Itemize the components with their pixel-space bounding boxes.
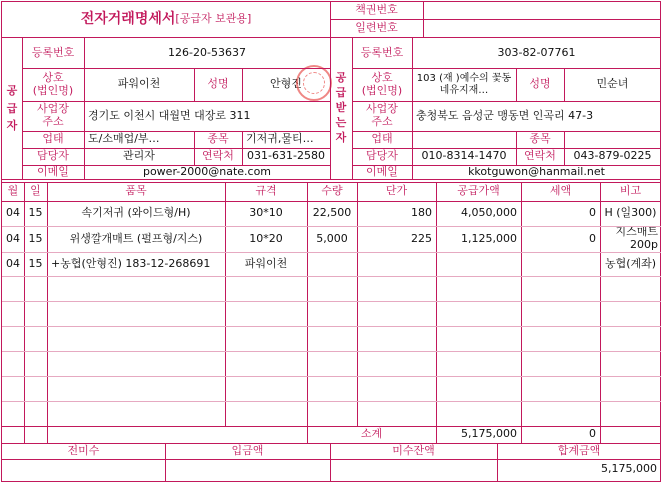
supplier-reg-label: 등록번호 <box>31 45 75 59</box>
supplier-name-label: 상호 (법인명) <box>32 70 74 97</box>
document-title <box>2 2 330 37</box>
row-price: 225 <box>411 231 432 245</box>
row-day: 15 <box>28 256 43 270</box>
row-tax: 0 <box>589 231 596 245</box>
supplier-reg-no: 126-20-53637 <box>168 45 246 59</box>
row-name: +농협(안형진) 183-12-268691 <box>51 256 211 270</box>
receiver-email-label: 이메일 <box>366 165 398 178</box>
receiver-addr: 충청북도 음성군 맹동면 인곡리 47-3 <box>416 108 594 122</box>
supplier-email-label: 이메일 <box>37 165 69 178</box>
row-note: 지스매트 200p <box>615 226 658 251</box>
row-month: 04 <box>6 256 20 270</box>
subtotal-tax: 0 <box>589 427 596 441</box>
company-seal-icon <box>296 65 332 101</box>
col-name: 품목 <box>125 184 147 198</box>
subtotal-supply: 5,175,000 <box>461 427 517 441</box>
supplier-name: 파워이천 <box>117 77 161 91</box>
receiver-phone: 043-879-0225 <box>573 149 652 163</box>
col-month: 월 <box>7 184 19 198</box>
col-note: 비고 <box>619 184 642 198</box>
receiver-contact-label: 담당자 <box>366 149 398 163</box>
receiver-item <box>564 131 661 148</box>
row-spec: 10*20 <box>249 231 283 245</box>
row-qty <box>307 252 357 276</box>
total-label: 합계금액 <box>557 443 601 457</box>
receiver-biztype <box>412 131 516 148</box>
receiver-name: 103 (재 )예수의 꽃동네유지재… <box>416 73 512 96</box>
col-qty: 수량 <box>321 184 343 198</box>
receiver-addr-label: 사업장 주소 <box>366 102 398 128</box>
supplier-phone: 031-631-2580 <box>247 149 325 163</box>
prev-balance <box>2 459 165 480</box>
book-no-value <box>423 2 661 19</box>
row-supply <box>436 252 521 276</box>
row-supply: 1,125,000 <box>461 231 517 245</box>
row-name: 위생깔개매트 (펄프형/지스) <box>69 231 203 245</box>
col-spec: 규격 <box>255 184 277 198</box>
title-text: 전자거래명세서 <box>80 11 176 28</box>
col-supply: 공급가액 <box>457 184 500 198</box>
receiver-side-label: 공급받는자 <box>335 71 347 144</box>
supplier-addr: 경기도 이천시 대월면 대장로 311 <box>88 108 251 122</box>
receiver-reg-no: 303-82-07761 <box>497 45 576 59</box>
receiver-item-label: 종목 <box>529 132 551 146</box>
unpaid-label: 미수잔액 <box>392 443 435 457</box>
row-month: 04 <box>6 206 20 220</box>
row-name: 속기저귀 (와이드형/H) <box>81 206 191 220</box>
paid-label: 입금액 <box>231 443 264 457</box>
row-supply: 4,050,000 <box>461 206 517 220</box>
col-tax: 세액 <box>549 184 572 198</box>
unpaid-amount <box>330 459 497 480</box>
paid-amount <box>165 459 330 480</box>
supplier-biztype: 도/소매업/부… <box>88 132 160 146</box>
row-day: 15 <box>28 231 43 245</box>
supplier-side-label: 공급자 <box>6 84 18 133</box>
row-qty: 5,000 <box>316 231 348 245</box>
receiver-name-label: 상호 (법인명) <box>361 70 403 97</box>
col-day: 일 <box>30 184 41 198</box>
row-qty: 22,500 <box>312 206 352 220</box>
supplier-rep-label: 성명 <box>207 77 229 91</box>
row-spec: 파워이천 <box>244 256 288 270</box>
supplier-addr-label: 사업장 주소 <box>37 102 69 128</box>
row-spec: 30*10 <box>249 206 283 220</box>
copy-type: [공급자 보관용] <box>175 12 252 26</box>
row-month: 04 <box>6 231 20 245</box>
serial-no-label: 일련번호 <box>355 20 398 34</box>
receiver-rep: 민순녀 <box>596 77 629 91</box>
col-price: 단가 <box>385 184 408 198</box>
row-note: 농협(계좌) <box>604 256 657 270</box>
serial-no-value <box>423 19 661 37</box>
row-tax: 0 <box>589 206 596 220</box>
receiver-rep-label: 성명 <box>529 77 551 91</box>
supplier-contact: 관리자 <box>123 149 155 163</box>
subtotal-label: 소계 <box>360 427 383 441</box>
row-day: 15 <box>28 206 43 220</box>
supplier-phone-label: 연락처 <box>202 149 234 163</box>
row-note: H (일300) <box>604 206 657 220</box>
supplier-email: power-2000@nate.com <box>142 165 272 178</box>
receiver-contact: 010-8314-1470 <box>421 149 507 163</box>
row-price: 180 <box>411 206 432 220</box>
row-price <box>357 252 436 276</box>
supplier-rep: 안형진 <box>270 77 302 91</box>
prev-balance-label: 전미수 <box>67 443 100 457</box>
receiver-phone-label: 연락처 <box>524 149 556 163</box>
total-amount: 5,175,000 <box>601 462 657 476</box>
supplier-item: 기저귀,물티… <box>246 132 314 146</box>
supplier-contact-label: 담당자 <box>37 149 69 163</box>
receiver-email: kkotguwon@hanmail.net <box>468 165 605 178</box>
book-no-label: 책권번호 <box>355 3 398 17</box>
receiver-biztype-label: 업태 <box>371 132 393 146</box>
receiver-reg-label: 등록번호 <box>360 45 404 59</box>
supplier-item-label: 종목 <box>207 132 229 146</box>
supplier-biztype-label: 업태 <box>42 132 64 146</box>
row-tax <box>521 252 600 276</box>
